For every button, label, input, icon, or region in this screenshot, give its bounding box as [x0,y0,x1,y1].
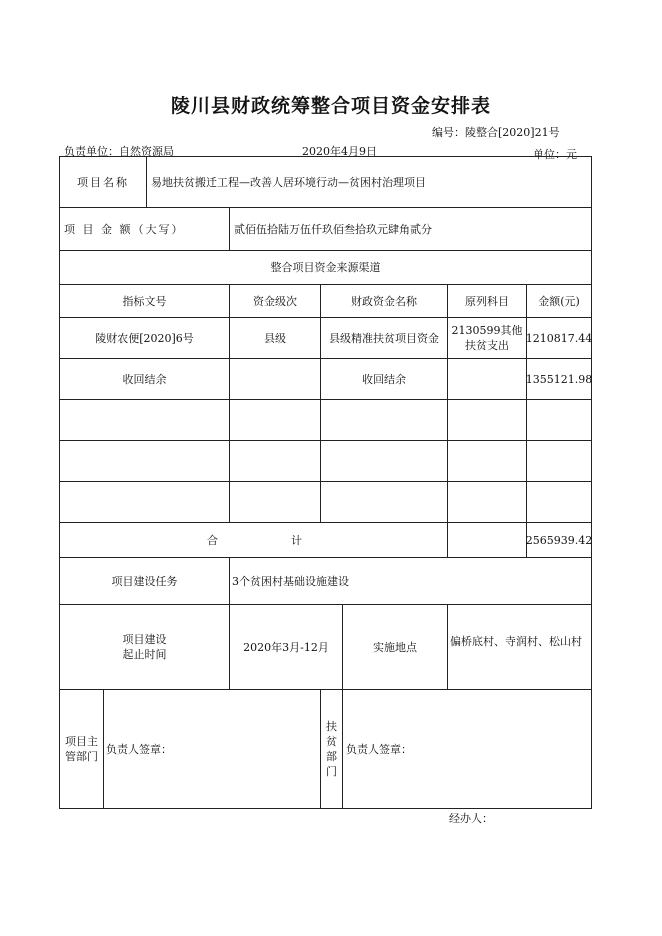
funding-source-title: 整合项目资金来源渠道 [270,261,381,274]
row2-fund-name: 收回结余 [362,372,406,386]
total-label-right: 计 [291,533,302,547]
period-label-line1: 项目建设 [122,633,167,646]
total-label-left: 合 [207,533,218,547]
header-doc-number: 指标文号 [122,294,167,308]
row1-doc-number: 陵财农便[2020]6号 [95,331,194,345]
poverty-label-char-2: 贫 [326,735,337,748]
row1-subject-line2: 扶贫支出 [465,339,509,352]
header-subject: 原列科目 [465,294,509,308]
document-date: 2020年4月9日 [302,145,377,158]
dept-label-line1: 项目主 [65,735,98,748]
dept-label-line2: 管部门 [65,750,98,763]
signer-1: 负责人签章： [106,742,172,756]
location-label: 实施地点 [373,640,417,654]
handler: 经办人： [449,812,493,825]
responsible-unit: 负责单位：自然资源局 [64,145,174,158]
period-value: 2020年3月-12月 [243,640,329,654]
row1-subject [448,318,526,358]
amount-in-words: 贰佰伍拾陆万伍仟玖佰叁拾玖元肆角贰分 [234,222,432,236]
poverty-label-char-4: 门 [326,765,337,778]
project-name-label: 项目名称 [77,175,129,189]
project-name-value: 易地扶贫搬迁工程—改善人居环境行动—贫困村治理项目 [151,175,426,189]
task-label: 项目建设任务 [111,574,178,588]
row2-amount: 1355121.98 [525,372,593,386]
row2-doc-number: 收回结余 [122,372,167,386]
poverty-dept-label [321,690,342,808]
location-value: 偏桥底村、寺润村、松山村 [450,635,582,648]
row1-amount: 1210817.44 [525,331,593,345]
period-label-line2: 起止时间 [122,648,167,661]
period-label [60,605,229,689]
row1-subject-line1: 2130599其他 [451,324,523,337]
row1-fund-level: 县级 [264,331,286,345]
page-title: 陵川县财政统筹整合项目资金安排表 [170,95,491,117]
currency-unit: 单位：元 [533,148,577,161]
header-fund-level: 资金级次 [253,294,297,308]
poverty-label-char-1: 扶 [326,720,337,733]
signer-2: 负责人签章： [346,742,412,756]
header-amount: 金额(元) [538,294,580,308]
task-value: 3个贫困村基础设施建设 [232,574,349,588]
dept-label [60,690,103,808]
row1-fund-name: 县级精准扶贫项目资金 [329,331,439,345]
amount-label: 项 目 金 额（大写） [64,222,185,236]
document-number: 编号：陵整合[2020]21号 [432,126,560,139]
header-fund-name: 财政资金名称 [351,294,417,308]
poverty-label-char-3: 部 [326,750,337,763]
total-amount: 2565939.42 [525,533,593,547]
